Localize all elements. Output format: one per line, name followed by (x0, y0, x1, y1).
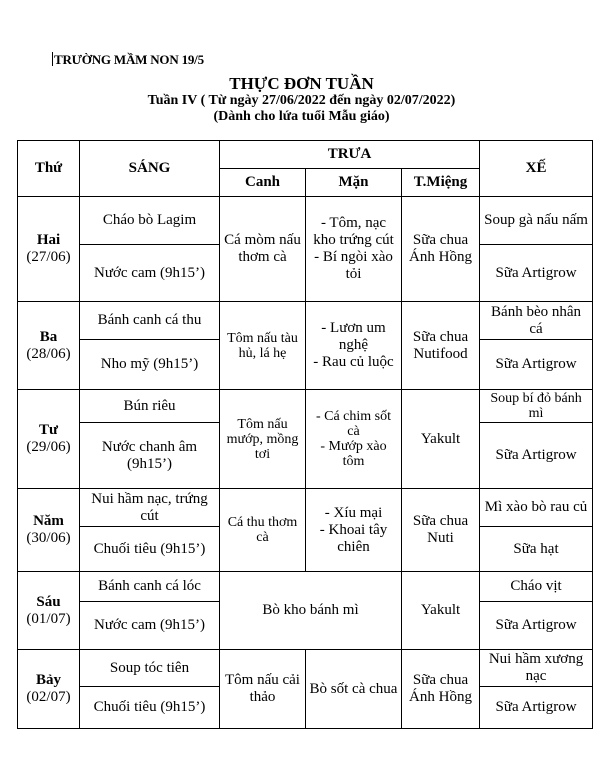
text-cursor (52, 52, 53, 66)
audience-note: (Dành cho lứa tuổi Mẫu giáo) (213, 109, 390, 124)
header-day: Thứ (18, 141, 80, 197)
lunch-soup: Cá thu thơm cà (220, 489, 306, 572)
morning-meal: Soup tóc tiên (80, 650, 220, 687)
week-range: Tuần IV ( Từ ngày 27/06/2022 đến ngày 02/07/2022) (147, 93, 456, 108)
lunch-savory (306, 302, 402, 390)
day-name: Hai (36, 232, 61, 248)
morning-snack: Nước cam (9h15’) (80, 245, 220, 302)
lunch-savory: Bò sốt cà chua (306, 650, 402, 729)
afternoon-drink: Sữa hạt (480, 527, 593, 572)
day-cell (18, 390, 80, 489)
day-date: (01/07) (26, 610, 71, 627)
day-date: (30/06) (26, 530, 71, 546)
header-dessert: T.Miệng (402, 169, 480, 197)
lunch-dessert: Sữa chua Nutifood (402, 302, 480, 390)
savory-dish: - Mướp xào tôm (320, 439, 387, 469)
lunch-dessert: Yakult (402, 572, 480, 650)
day-date: (02/07) (26, 689, 71, 705)
day-date: (27/06) (26, 249, 71, 265)
school-name (52, 52, 204, 68)
morning-snack: Nước cam (9h15’) (80, 602, 220, 650)
day-date: (29/06) (26, 439, 71, 455)
morning-snack: Nho mỹ (9h15’) (80, 340, 220, 390)
day-name: Năm (33, 513, 64, 529)
weekly-menu-table (17, 140, 593, 729)
afternoon-snack: Bánh bèo nhân cá (480, 302, 593, 340)
savory-dish: - Lươn um nghệ (321, 320, 386, 353)
afternoon-snack: Nui hầm xương nạc (480, 650, 593, 687)
savory-dish: - Cá chim sốt cà (315, 409, 392, 439)
header-soup: Canh (220, 169, 306, 197)
header-savory: Mặn (306, 169, 402, 197)
lunch-dessert: Yakult (402, 390, 480, 489)
day-name: Sáu (36, 593, 61, 610)
morning-meal: Bánh canh cá lóc (80, 572, 220, 602)
header-afternoon: XẾ (480, 141, 593, 197)
lunch-main-dish: Bò kho bánh mì (220, 572, 402, 650)
morning-snack: Chuối tiêu (9h15’) (80, 527, 220, 572)
savory-dish: - Khoai tây chiên (319, 521, 388, 555)
afternoon-drink: Sữa Artigrow (480, 602, 593, 650)
day-date: (28/06) (26, 345, 71, 362)
lunch-savory (306, 197, 402, 302)
day-cell (18, 572, 80, 650)
lunch-dessert: Sữa chua Nuti (402, 489, 480, 572)
savory-dish: - Rau củ luộc (313, 354, 394, 370)
school-name-text: TRƯỜNG MẦM NON 19/5 (54, 52, 204, 67)
afternoon-snack: Cháo vịt (480, 572, 593, 602)
morning-meal: Bún riêu (80, 390, 220, 423)
lunch-savory (306, 489, 402, 572)
day-cell (18, 197, 80, 302)
lunch-soup: Tôm nấu cải thảo (220, 650, 306, 729)
header-morning: SÁNG (80, 141, 220, 197)
savory-dish: - Xíu mại (324, 504, 383, 521)
day-name: Tư (38, 422, 58, 438)
day-cell (18, 489, 80, 572)
morning-snack: Chuối tiêu (9h15’) (80, 687, 220, 729)
lunch-soup: Tôm nấu tàu hủ, lá hẹ (220, 302, 306, 390)
savory-dish: - Bí ngòi xào tỏi (314, 249, 393, 282)
day-name: Ba (39, 328, 58, 345)
savory-dish: - Tôm, nạc kho trứng cút (313, 215, 394, 248)
header-lunch: TRƯA (220, 141, 480, 169)
lunch-dessert: Sữa chua Ánh Hồng (402, 650, 480, 729)
day-name: Bảy (35, 672, 61, 688)
afternoon-drink: Sữa Artigrow (480, 687, 593, 729)
day-cell (18, 650, 80, 729)
lunch-dessert: Sữa chua Ánh Hồng (402, 197, 480, 302)
afternoon-drink: Sữa Artigrow (480, 423, 593, 489)
afternoon-snack: Soup gà nấu nấm (480, 197, 593, 245)
lunch-soup: Cá mòm nấu thơm cà (220, 197, 306, 302)
afternoon-snack: Mì xào bò rau củ (480, 489, 593, 527)
morning-meal: Cháo bò Lagim (80, 197, 220, 245)
lunch-savory (306, 390, 402, 489)
day-cell (18, 302, 80, 390)
afternoon-drink: Sữa Artigrow (480, 245, 593, 302)
morning-snack: Nước chanh âm (9h15’) (80, 423, 220, 489)
lunch-soup: Tôm nấu mướp, mồng tơi (220, 390, 306, 489)
morning-meal: Nui hầm nạc, trứng cút (80, 489, 220, 527)
afternoon-drink: Sữa Artigrow (480, 340, 593, 390)
morning-meal: Bánh canh cá thu (80, 302, 220, 340)
afternoon-snack: Soup bí đỏ bánh mì (480, 390, 593, 423)
menu-title: THỰC ĐƠN TUẦN (229, 74, 374, 93)
